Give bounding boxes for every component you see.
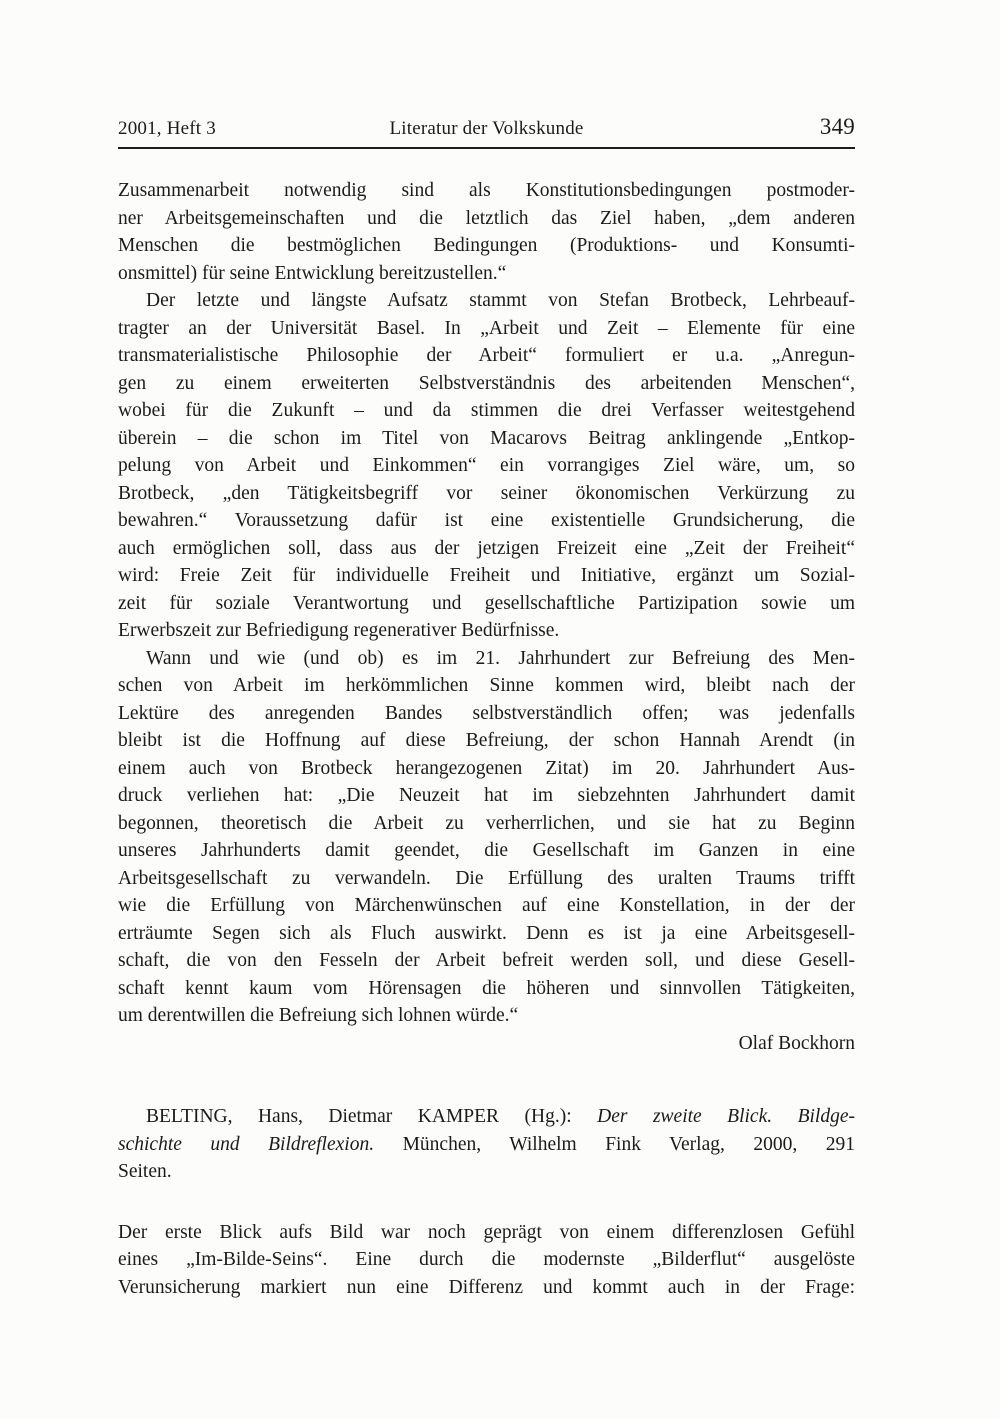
text-segment: München, Wilhelm Fink Verlag, 2000, 291 xyxy=(374,1133,855,1155)
text-line: einem auch von Brotbeck herangezogenen Zitat) im 20. Jahrhundert Aus- xyxy=(118,757,855,779)
text-line: wird: Freie Zeit für individuelle Freiheit und Initiative, ergänzt um Sozial- xyxy=(118,565,855,586)
page-body xyxy=(118,177,855,1301)
text-line: zeit für soziale Verantwortung und gesellschaftliche Partizipation sowie um xyxy=(118,592,855,614)
text-line: Seiten. xyxy=(118,1161,172,1182)
text-line: Zusammenarbeit notwendig sind als Konstitutionsbedingungen postmoder- xyxy=(118,180,855,201)
text-line: Menschen die bestmöglichen Bedingungen (Produktions- und Konsumti- xyxy=(118,235,855,256)
text-line: erträumte Segen sich als Fluch auswirkt. Denn es ist ja eine Arbeitsgesell- xyxy=(118,922,855,944)
text-line: wobei für die Zukunft – und da stimmen die drei Verfasser weitestgehend xyxy=(118,400,855,421)
text-segment: BELTING, Hans, Dietmar KAMPER (Hg.): xyxy=(146,1106,598,1127)
text-line: schaft, die von den Fesseln der Arbeit befreit werden soll, und diese Gesell- xyxy=(118,950,855,971)
text-line: tragter an der Universität Basel. In „Arbeit und Zeit – Elemente für eine xyxy=(118,317,855,339)
italic-book-title: schichte und Bildreflexion. xyxy=(118,1133,375,1155)
text-line: Verunsicherung markiert nun eine Differenz und kommt auch in der Frage: xyxy=(118,1276,855,1298)
text-line: transmaterialistische Philosophie der Arbeit“ formuliert er u.a. „Anregun- xyxy=(118,345,855,366)
text-line: Lektüre des anregenden Bandes selbstverständlich offen; was jedenfalls xyxy=(118,702,855,724)
text-line: unseres Jahrhunderts damit geendet, die Gesellschaft im Ganzen in eine xyxy=(118,840,855,861)
text-line: Der letzte und längste Aufsatz stammt von Stefan Brotbeck, Lehrbeauf- xyxy=(146,290,855,311)
text-line xyxy=(118,1131,855,1159)
text-line: pelung von Arbeit und Einkommen“ ein vorrangiges Ziel wäre, um, so xyxy=(118,455,855,476)
text-line: auch ermöglichen soll, dass aus der jetzigen Freizeit eine „Zeit der Freiheit“ xyxy=(118,537,855,559)
review-paragraph-continuation xyxy=(118,177,855,287)
text-line: begonnen, theoretisch die Arbeit zu verherrlichen, und sie hat zu Beginn xyxy=(118,812,855,834)
next-review-paragraph xyxy=(118,1219,855,1302)
bibliographic-entry xyxy=(118,1103,855,1186)
text-line: Wann und wie (und ob) es im 21. Jahrhundert zur Befreiung des Men- xyxy=(146,647,855,669)
text-line: bleibt ist die Hoffnung auf diese Befreiung, der schon Hannah Arendt (in xyxy=(118,730,855,751)
text-line: Der erste Blick aufs Bild war noch geprägt von einem differenzlosen Gefühl xyxy=(118,1221,855,1243)
text-line: onsmittel) für seine Entwicklung bereitzustellen.“ xyxy=(118,262,507,284)
review-paragraph-brotbeck xyxy=(118,287,855,645)
text-line: gen zu einem erweiterten Selbstverständnis des arbeitenden Menschen“, xyxy=(118,372,855,394)
vertical-space xyxy=(118,1186,855,1219)
page-header xyxy=(118,0,855,140)
text-line: um derentwillen die Befreiung sich lohnen würde.“ xyxy=(118,1005,519,1026)
text-line: schaft kennt kaum vom Hörensagen die höheren und sinnvollen Tätigkeiten, xyxy=(118,977,855,999)
text-line: wie die Erfüllung von Märchenwünschen auf eine Konstellation, in der der xyxy=(118,895,855,916)
review-signature: Olaf Bockhorn xyxy=(738,1032,855,1054)
text-line: bewahren.“ Voraussetzung dafür ist eine existentielle Grundsicherung, die xyxy=(118,510,855,531)
text-line: eines „Im-Bilde-Seins“. Eine durch die modernste „Bilderflut“ ausgelöste xyxy=(118,1249,855,1270)
header-journal-title: Literatur der Volkskunde xyxy=(389,118,584,139)
header-issue: 2001, Heft 3 xyxy=(118,118,216,139)
text-line: druck verliehen hat: „Die Neuzeit hat im siebzehnten Jahrhundert damit xyxy=(118,785,855,806)
header-page-number: 349 xyxy=(819,114,855,139)
header-rule xyxy=(118,147,855,149)
text-line: Erwerbszeit zur Befriedigung regenerativer Bedürfnisse. xyxy=(118,620,560,641)
text-line: schen von Arbeit im herkömmlichen Sinne kommen wird, bleibt nach der xyxy=(118,675,855,696)
text-line: ner Arbeitsgemeinschaften und die letztlich das Ziel haben, „dem anderen xyxy=(118,207,855,229)
vertical-space xyxy=(118,1057,855,1103)
italic-book-title: Der zweite Blick. Bildge- xyxy=(597,1106,855,1127)
text-line xyxy=(118,1103,855,1131)
text-line: überein – die schon im Titel von Macarovs Beitrag anklingende „Entkop- xyxy=(118,427,855,449)
text-line: Brotbeck, „den Tätigkeitsbegriff vor seiner ökonomischen Verkürzung zu xyxy=(118,482,855,504)
text-column xyxy=(118,0,855,1301)
review-paragraph-conclusion xyxy=(118,645,855,1030)
text-line: Arbeitsgesellschaft zu verwandeln. Die Erfüllung des uralten Traums trifft xyxy=(118,867,855,889)
